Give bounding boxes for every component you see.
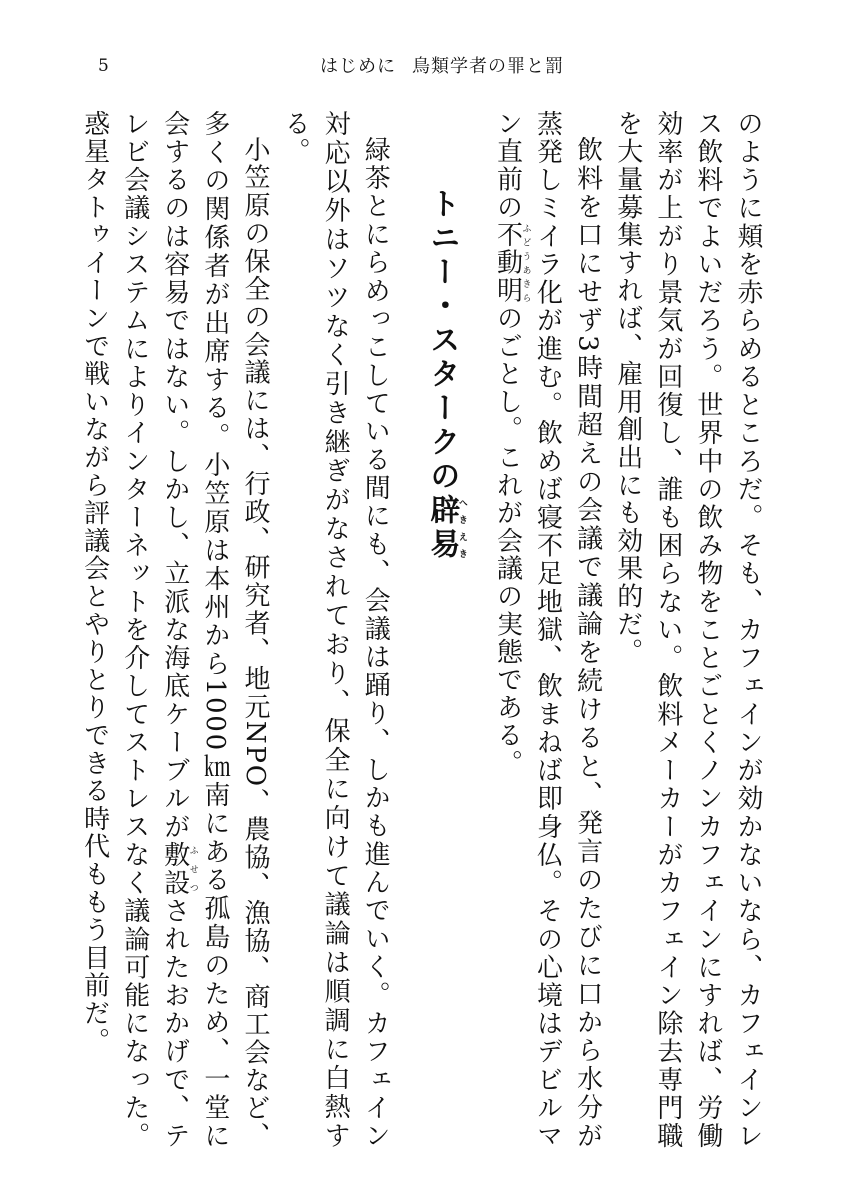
paragraph-text: 小笠原の保全の会議には、行政、研究者、地元NPO、農協、漁協、商工会など、多くの関係者が出席する。小笠原は本州から1000㎞南にある孤島のため、一堂に会するのは容易ではない。しかし、立派な海底ケーブルが [159, 110, 270, 1150]
running-head [320, 58, 564, 76]
ruby-reading: ふせつ [187, 841, 198, 897]
paragraph-ogasawara [75, 110, 275, 1150]
paragraph-text: されたおかげで、テレビ会議システムによりインターネットを介してストレスなく議論可能になった。惑星タトゥイーンで戦いながら評議会とやりとりできる時代ももう目前だ。 [79, 110, 190, 1150]
paragraph-green-tea: 緑茶とにらめっこしている間にも、会議は踊り、しかも進んでいく。カフェイン対応以外はソツなく引き継ぎがなされており、保全に向けて議論は順調に白熱する。 [280, 110, 391, 1150]
paragraph-text: 飲料を口にせず3時間超えの会議で議論を続けると、発言のたびに口から水分が蒸発しミイラ化が進む。飲めば寝不足地獄、飲まねば即身仏。その心境はデビルマン直前の [492, 110, 603, 1150]
chapter-label: はじめに [320, 56, 396, 77]
heading-text: トニー・スタークの [424, 188, 460, 494]
paragraph-text: のごとし。これが会議の実態である。 [492, 304, 523, 778]
ruby-fudou-akira [492, 221, 531, 305]
book-title: 鳥類学者の罪と罰 [412, 56, 564, 77]
paragraph-meeting-drinks [487, 110, 607, 1150]
vertical-text-body [79, 110, 768, 1150]
ruby-reading: へきえき [456, 494, 467, 562]
ruby-hekieki [424, 494, 467, 562]
page-number: 5 [98, 56, 109, 76]
ruby-base: 不動明 [492, 221, 523, 305]
ruby-base: 敷設 [159, 841, 190, 898]
ruby-reading: ふどうあきら [520, 221, 531, 305]
section-heading [395, 110, 487, 1150]
paragraph-continued: のように頬を赤らめるところだ。そも、カフェインが効かないなら、カフェインレス飲料でよいだろう。世界中の飲み物をことごとくノンカフェインにすれば、労働効率が上がり景気が回復し、誰も困らない。飲料メーカーがカフェイン除去専門職を大量募集すれば、雇用創出にも効果的だ。 [612, 110, 763, 1150]
ruby-fusetsu [159, 841, 198, 898]
ruby-base: 辟易 [424, 494, 460, 562]
